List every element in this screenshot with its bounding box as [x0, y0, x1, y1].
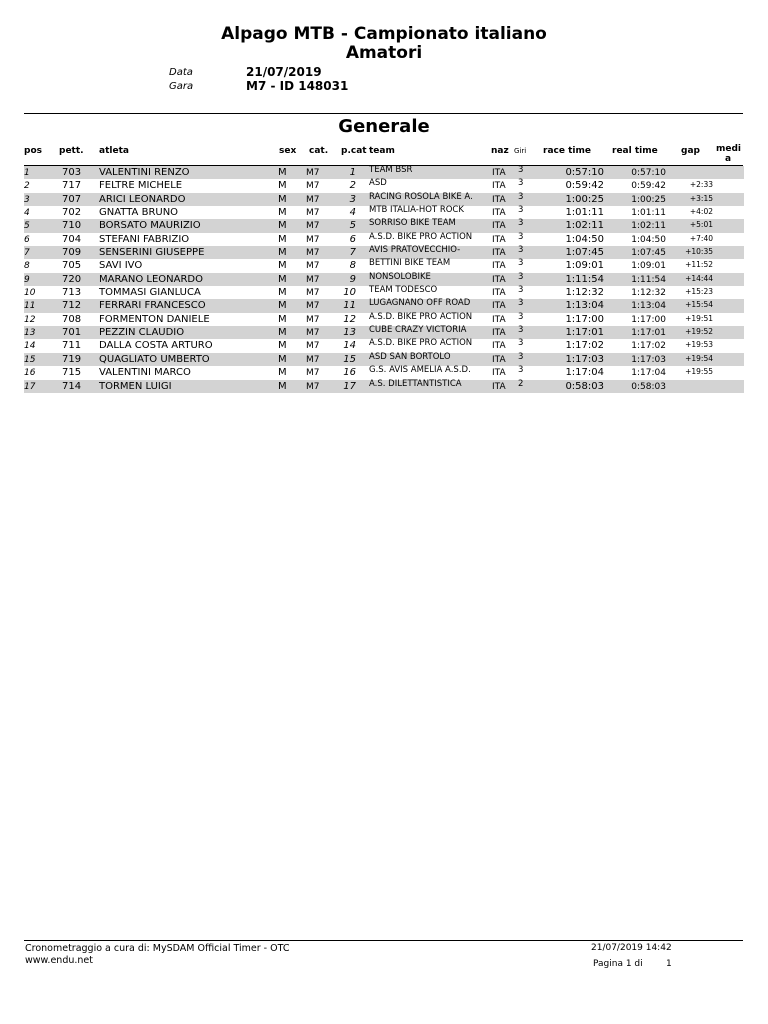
row-gap: +15:54: [685, 300, 713, 310]
row-athlete: FORMENTON DANIELE: [99, 313, 210, 325]
row-race-time: 1:04:50: [565, 233, 604, 245]
document-title-line2: Amatori: [345, 43, 423, 63]
row-pos: 10: [24, 288, 36, 299]
row-bib: 715: [62, 367, 82, 379]
row-gap: +19:51: [685, 313, 713, 323]
row-pos: 9: [24, 274, 30, 285]
row-bib: 705: [62, 260, 82, 272]
row-gap: +14:44: [685, 273, 713, 283]
row-bib: 713: [62, 287, 82, 299]
row-real-time: 1:01:11: [631, 208, 666, 219]
footer-website: www.endu.net: [25, 955, 93, 966]
row-gap: +19:55: [685, 367, 713, 377]
footer-timing-line: Cronometraggio a cura di: MySDAM Official Timer - OTC: [25, 943, 290, 954]
date-label: Data: [169, 67, 193, 78]
row-team: CUBE CRAZY VICTORIA: [369, 325, 467, 336]
row-race-time: 1:12:32: [565, 287, 604, 299]
row-nationality: ITA: [492, 194, 506, 205]
row-pos: 15: [24, 354, 36, 365]
row-race-time: 1:00:25: [565, 193, 604, 205]
section-title: Generale: [338, 116, 430, 137]
row-race-time: 0:57:10: [565, 167, 604, 178]
row-athlete: FELTRE MICHELE: [99, 180, 183, 192]
row-sex: M: [278, 273, 287, 285]
row-gap: +5:01: [689, 220, 713, 230]
row-pos: 3: [24, 194, 30, 205]
row-race-time: 1:07:45: [565, 247, 604, 259]
row-category-position: 9: [349, 273, 356, 285]
row-sex: M: [278, 167, 287, 178]
row-bib: 712: [62, 300, 82, 312]
row-real-time: 1:17:02: [631, 341, 666, 352]
row-pos: 11: [24, 301, 36, 312]
row-real-time: 1:04:50: [631, 234, 666, 245]
col-header-pcat: p.cat: [341, 146, 367, 156]
row-sex: M: [278, 300, 287, 312]
col-header-gap: gap: [681, 146, 700, 156]
row-nationality: ITA: [492, 261, 506, 272]
row-real-time: 1:09:01: [631, 261, 666, 272]
row-athlete: SENSERINI GIUSEPPE: [99, 247, 205, 259]
row-race-time: 1:17:04: [565, 367, 604, 379]
row-team: A.S.D. BIKE PRO ACTION: [369, 231, 473, 242]
row-sex: M: [278, 180, 287, 192]
row-laps: 3: [518, 205, 524, 216]
row-real-time: 1:11:54: [631, 274, 666, 285]
footer-divider: [24, 940, 743, 941]
row-pos: 17: [24, 381, 36, 392]
row-laps: 3: [518, 351, 524, 362]
row-laps: 3: [518, 285, 524, 296]
row-athlete: TOMMASI GIANLUCA: [99, 287, 201, 299]
row-real-time: 1:17:04: [631, 368, 666, 379]
row-real-time: 0:57:10: [631, 168, 666, 178]
race-value: M7 - ID 148031: [246, 79, 349, 93]
row-team: BETTINI BIKE TEAM: [369, 258, 451, 269]
row-category: M7: [306, 328, 320, 339]
row-pos: 13: [24, 328, 36, 339]
row-laps: 3: [518, 271, 524, 282]
row-bib: 701: [62, 327, 82, 339]
row-race-time: 1:17:00: [565, 313, 604, 325]
row-team: A.S.D. BIKE PRO ACTION: [369, 311, 473, 322]
row-sex: M: [278, 327, 287, 339]
row-category-position: 3: [349, 193, 356, 205]
row-bib: 720: [62, 273, 82, 285]
row-bib: 711: [62, 340, 82, 352]
row-bib: 707: [62, 193, 82, 205]
date-value: 21/07/2019: [246, 65, 322, 79]
row-team: TEAM BSR: [369, 165, 413, 175]
row-gap: +3:15: [689, 193, 713, 203]
row-athlete: MARANO LEONARDO: [99, 273, 203, 285]
row-category-position: 16: [343, 367, 356, 379]
row-sex: M: [278, 313, 287, 325]
row-race-time: 1:17:01: [565, 327, 604, 339]
row-team: TEAM TODESCO: [369, 285, 438, 296]
row-athlete: SAVI IVO: [99, 260, 143, 272]
row-nationality: ITA: [492, 368, 506, 379]
row-race-time: 1:09:01: [565, 260, 604, 272]
row-category: M7: [306, 301, 320, 312]
row-sex: M: [278, 207, 287, 219]
row-pos: 7: [24, 248, 30, 259]
row-real-time: 1:17:03: [631, 354, 666, 365]
row-pos: 16: [24, 368, 36, 379]
row-laps: 3: [518, 338, 524, 349]
row-category-position: 4: [349, 207, 356, 219]
row-gap: +19:54: [685, 353, 713, 363]
col-header-atleta: atleta: [99, 146, 129, 156]
row-athlete: ARICI LEONARDO: [99, 193, 186, 205]
row-real-time: 1:12:32: [631, 288, 666, 299]
row-nationality: ITA: [492, 274, 506, 285]
row-gap: +19:52: [685, 327, 713, 337]
row-category-position: 12: [343, 313, 356, 325]
row-team: G.S. AVIS AMELIA A.S.D.: [369, 365, 471, 376]
row-category-position: 5: [349, 220, 356, 232]
row-real-time: 1:17:01: [631, 328, 666, 339]
row-nationality: ITA: [492, 181, 506, 192]
row-category: M7: [306, 168, 320, 178]
row-gap: +15:23: [685, 287, 713, 297]
row-nationality: ITA: [492, 234, 506, 245]
row-category-position: 1: [349, 167, 356, 178]
row-pos: 14: [24, 341, 36, 352]
row-category: M7: [306, 234, 320, 245]
row-category-position: 13: [343, 327, 356, 339]
row-category-position: 10: [343, 287, 356, 299]
row-category-position: 6: [349, 233, 356, 245]
row-real-time: 1:02:11: [631, 221, 666, 232]
row-category: M7: [306, 194, 320, 205]
row-bib: 702: [62, 207, 82, 219]
row-pos: 5: [24, 221, 30, 232]
row-pos: 12: [24, 314, 36, 325]
col-header-media-2: a: [725, 154, 732, 164]
col-header-naz: naz: [491, 146, 509, 156]
row-laps: 3: [518, 298, 524, 309]
row-nationality: ITA: [492, 168, 506, 178]
row-nationality: ITA: [492, 301, 506, 312]
row-pos: 4: [24, 208, 30, 219]
row-laps: 3: [518, 231, 524, 242]
row-team: A.S.D. BIKE PRO ACTION: [369, 338, 473, 349]
footer-page-total: 1: [666, 959, 672, 969]
row-category-position: 17: [343, 380, 356, 392]
row-athlete: DALLA COSTA ARTURO: [99, 340, 213, 352]
row-sex: M: [278, 287, 287, 299]
row-bib: 708: [62, 313, 82, 325]
row-category: M7: [306, 221, 320, 232]
results-table: [24, 166, 744, 393]
col-header-race-time: race time: [543, 146, 591, 156]
row-team: RACING ROSOLA BIKE A.: [369, 191, 473, 202]
row-category-position: 11: [343, 300, 356, 312]
row-gap: +19:53: [685, 340, 713, 350]
row-pos: 1: [24, 168, 30, 178]
row-category: M7: [306, 274, 320, 285]
row-sex: M: [278, 193, 287, 205]
col-header-pett: pett.: [59, 146, 84, 156]
row-pos: 6: [24, 234, 30, 245]
race-label: Gara: [169, 81, 194, 92]
row-gap: +7:40: [689, 233, 713, 243]
row-athlete: STEFANI FABRIZIO: [99, 233, 190, 245]
row-sex: M: [278, 353, 287, 365]
row-real-time: 1:13:04: [631, 301, 666, 312]
row-pos: 8: [24, 261, 30, 272]
row-category: M7: [306, 261, 320, 272]
table-row: [24, 380, 744, 393]
document-title-line1: Alpago MTB - Campionato italiano: [221, 24, 547, 44]
row-team: A.S. DILETTANTISTICA: [369, 378, 462, 389]
row-sex: M: [278, 340, 287, 352]
row-nationality: ITA: [492, 341, 506, 352]
row-race-time: 1:11:54: [565, 273, 604, 285]
row-real-time: 0:59:42: [631, 181, 666, 192]
row-sex: M: [278, 380, 287, 392]
row-race-time: 1:01:11: [565, 207, 604, 219]
row-athlete: QUAGLIATO UMBERTO: [99, 353, 210, 365]
col-header-pos: pos: [24, 146, 42, 156]
row-gap: +11:52: [685, 260, 713, 270]
row-athlete: VALENTINI RENZO: [99, 167, 190, 178]
row-category-position: 7: [349, 247, 356, 259]
row-nationality: ITA: [492, 314, 506, 325]
row-laps: 3: [518, 258, 524, 269]
row-nationality: ITA: [492, 328, 506, 339]
footer-credits: [25, 943, 289, 967]
row-athlete: GNATTA BRUNO: [99, 207, 179, 219]
row-laps: 2: [518, 378, 524, 389]
row-laps: 3: [518, 165, 524, 175]
row-athlete: BORSATO MAURIZIO: [99, 220, 201, 232]
row-team: ASD SAN BORTOLO: [369, 351, 451, 362]
row-sex: M: [278, 260, 287, 272]
col-header-team: team: [369, 146, 395, 156]
col-header-real-time: real time: [612, 146, 658, 156]
row-real-time: 0:58:03: [631, 381, 666, 392]
row-gap: +2:33: [689, 180, 713, 190]
footer-print-datetime: 21/07/2019 14:42: [591, 943, 672, 953]
row-pos: 2: [24, 181, 30, 192]
row-race-time: 1:02:11: [565, 220, 604, 232]
header-divider: [24, 113, 743, 114]
footer-page-label: Pagina 1 di: [593, 959, 643, 969]
row-team: LUGAGNANO OFF ROAD: [369, 298, 471, 309]
row-athlete: TORMEN LUIGI: [99, 380, 172, 392]
row-laps: 3: [518, 311, 524, 322]
row-category-position: 15: [343, 353, 356, 365]
row-sex: M: [278, 367, 287, 379]
row-category-position: 8: [349, 260, 356, 272]
row-team: NONSOLOBIKE: [369, 271, 431, 282]
col-header-giri: Giri: [514, 147, 527, 155]
row-laps: 3: [518, 325, 524, 336]
row-team: SORRISO BIKE TEAM: [369, 218, 456, 229]
row-sex: M: [278, 247, 287, 259]
row-bib: 719: [62, 353, 82, 365]
row-category-position: 14: [343, 340, 356, 352]
row-nationality: ITA: [492, 381, 506, 392]
row-category: M7: [306, 288, 320, 299]
row-real-time: 1:07:45: [631, 248, 666, 259]
row-team: AVIS PRATOVECCHIO-: [369, 245, 461, 256]
row-gap: +4:02: [689, 207, 713, 217]
row-laps: 3: [518, 245, 524, 256]
row-category: M7: [306, 341, 320, 352]
row-race-time: 1:17:02: [565, 340, 604, 352]
row-category: M7: [306, 354, 320, 365]
row-laps: 3: [518, 191, 524, 202]
row-bib: 710: [62, 220, 82, 232]
row-laps: 3: [518, 365, 524, 376]
row-nationality: ITA: [492, 248, 506, 259]
row-team: ASD: [369, 178, 387, 189]
col-header-cat: cat.: [309, 146, 329, 156]
row-athlete: VALENTINI MARCO: [99, 367, 191, 379]
col-header-media-1: medi: [716, 144, 742, 154]
row-athlete: FERRARI FRANCESCO: [99, 300, 206, 312]
col-header-sex: sex: [279, 146, 297, 156]
row-bib: 709: [62, 247, 82, 259]
row-sex: M: [278, 233, 287, 245]
row-category: M7: [306, 368, 320, 379]
row-race-time: 0:59:42: [565, 180, 604, 192]
row-bib: 703: [62, 167, 82, 178]
row-real-time: 1:17:00: [631, 314, 666, 325]
row-category: M7: [306, 181, 320, 192]
row-category: M7: [306, 248, 320, 259]
row-real-time: 1:00:25: [631, 194, 666, 205]
row-sex: M: [278, 220, 287, 232]
row-category: M7: [306, 381, 320, 392]
row-race-time: 1:17:03: [565, 353, 604, 365]
row-nationality: ITA: [492, 288, 506, 299]
row-race-time: 1:13:04: [565, 300, 604, 312]
row-athlete: PEZZIN CLAUDIO: [99, 327, 185, 339]
row-nationality: ITA: [492, 354, 506, 365]
row-bib: 714: [62, 380, 82, 392]
row-team: MTB ITALIA-HOT ROCK: [369, 205, 464, 216]
row-nationality: ITA: [492, 221, 506, 232]
row-gap: +10:35: [685, 247, 713, 257]
row-category: M7: [306, 208, 320, 219]
row-category: M7: [306, 314, 320, 325]
row-bib: 704: [62, 233, 82, 245]
row-laps: 3: [518, 218, 524, 229]
row-laps: 3: [518, 178, 524, 189]
row-race-time: 0:58:03: [565, 380, 604, 392]
row-bib: 717: [62, 180, 82, 192]
row-category-position: 2: [349, 180, 356, 192]
row-nationality: ITA: [492, 208, 506, 219]
